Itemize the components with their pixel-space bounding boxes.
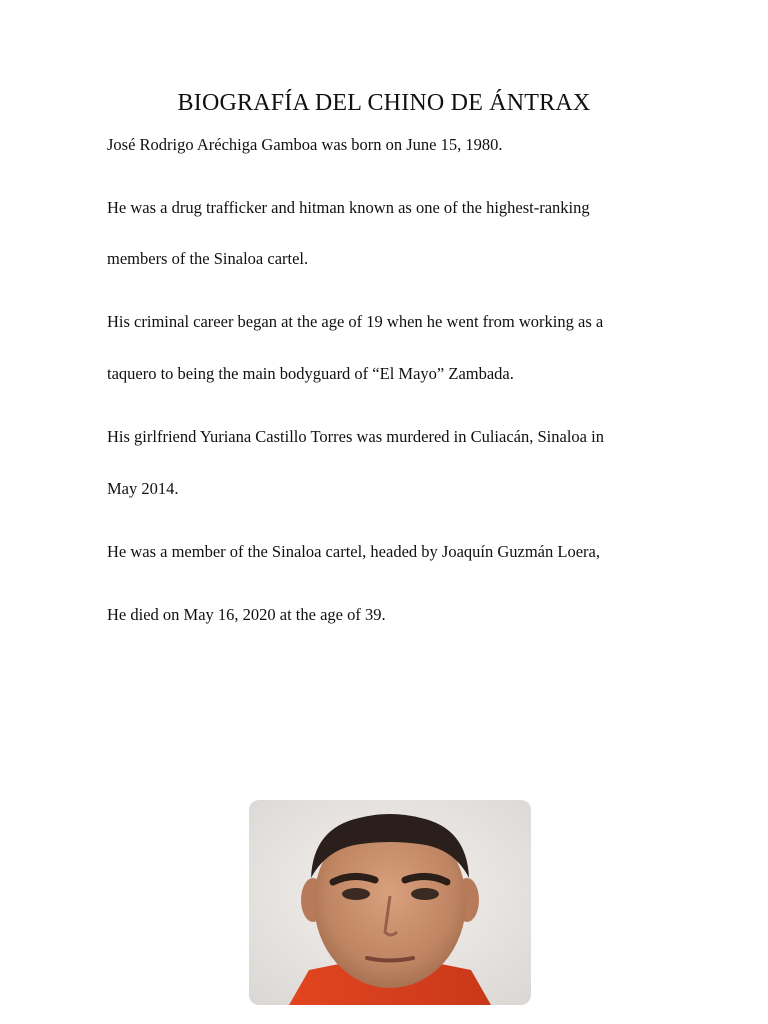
portrait-photo: [249, 800, 531, 1005]
text-line-4: His criminal career began at the age of 19 when he went from working as a: [107, 312, 604, 331]
text-line-8: He was a member of the Sinaloa cartel, headed by Joaquín Guzmán Loera,: [107, 542, 600, 561]
text-line-2: He was a drug trafficker and hitman known as one of the highest-ranking: [107, 198, 590, 217]
text-line-5: taquero to being the main bodyguard of “El Mayo” Zambada.: [107, 364, 514, 383]
text-line-7: May 2014.: [107, 479, 179, 498]
text-line-9: He died on May 16, 2020 at the age of 39.: [107, 605, 386, 624]
text-line-6: His girlfriend Yuriana Castillo Torres was murdered in Culiacán, Sinaloa in: [107, 427, 604, 446]
document-title: BIOGRAFÍA DEL CHINO DE ÁNTRAX: [177, 90, 591, 116]
text-line-1: José Rodrigo Aréchiga Gamboa was born on June 15, 1980.: [107, 135, 503, 154]
text-line-3: members of the Sinaloa cartel.: [107, 249, 309, 268]
